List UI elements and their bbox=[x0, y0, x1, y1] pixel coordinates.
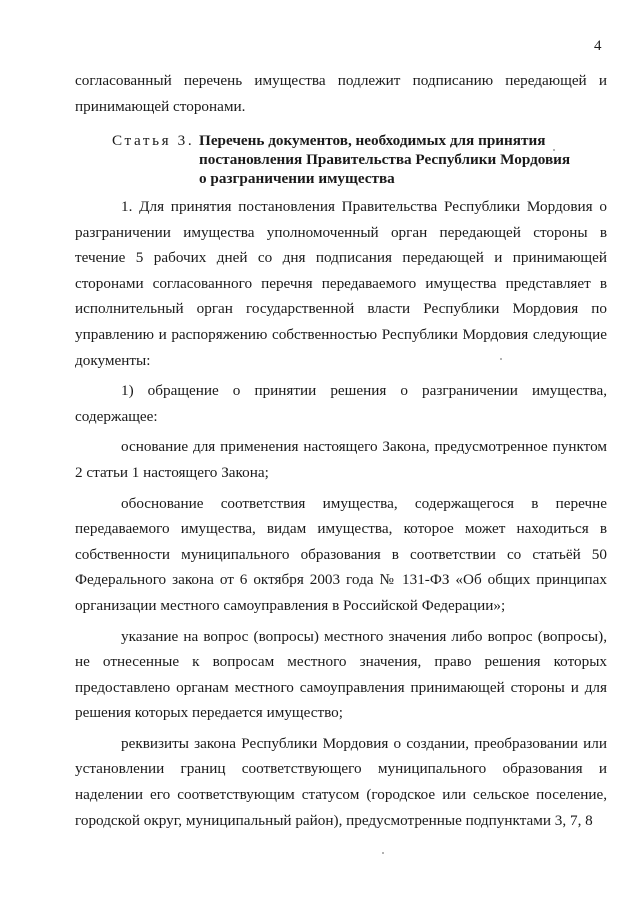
intro-line-2: принимающей сторонами. bbox=[75, 97, 246, 115]
paragraph-4: обоснование соответствия имущества, содержащегося в перечне передаваемого имущества, видам имущества, которое может находиться в собственности муниципального образования в соответствии со статьёй 50 Федерального закона от 6 октября 2003 года № 131-ФЗ «Об общих принципах организации местного самоуправления в Российской Федерации»; bbox=[75, 494, 607, 614]
paragraph-2: 1) обращение о принятии решения о разграничении имущества, содержащее: bbox=[75, 382, 607, 425]
intro-paragraph bbox=[75, 68, 607, 119]
scan-speck bbox=[382, 852, 384, 854]
article-title-line-2: постановления Правительства Республики Мордовия bbox=[199, 151, 571, 168]
article-title-line-3: о разграничении имущества bbox=[199, 170, 395, 187]
article-number: Статья 3. bbox=[112, 132, 195, 149]
paragraph-3: основание для применения настоящего Закона, предусмотренное пунктом 2 статьи 1 настоящего Закона; bbox=[75, 438, 607, 481]
intro-line-1: согласованный перечень имущества подлежит подписанию передающей и bbox=[75, 72, 607, 89]
paragraph-5: указание на вопрос (вопросы) местного значения либо вопрос (вопросы), не отнесенные к вопросам местного значения, право решения которых предоставлено органам местного самоуправления принимающей стороны и для решения которых передается имущество; bbox=[75, 627, 607, 722]
article-title-line-1: Перечень документов, необходимых для принятия bbox=[199, 132, 546, 149]
scan-speck bbox=[500, 358, 502, 360]
article-body bbox=[75, 194, 607, 833]
paragraph-6: реквизиты закона Республики Мордовия о создании, преобразовании или установлении границ соответствующего муниципального образования и наделении его соответствующим статусом (городское или сельское поселение, городской округ, муниципальный район), предусмотренные подпунктами 3, 7, 8 bbox=[75, 734, 607, 829]
page-number: 4 bbox=[594, 38, 602, 54]
article-title bbox=[199, 131, 579, 188]
paragraph-1: 1. Для принятия постановления Правительства Республики Мордовия о разграничении имущества уполномоченный орган передающей стороны в течение 5 рабочих дней со дня подписания передающей и принимающей сторонами согласованного перечня передаваемого имущества представляет в исполнительный орган государственной власти Республики Мордовия по управлению и распоряжению собственностью Республики Мордовия следующие документы: bbox=[75, 198, 607, 369]
scan-speck bbox=[553, 149, 555, 151]
